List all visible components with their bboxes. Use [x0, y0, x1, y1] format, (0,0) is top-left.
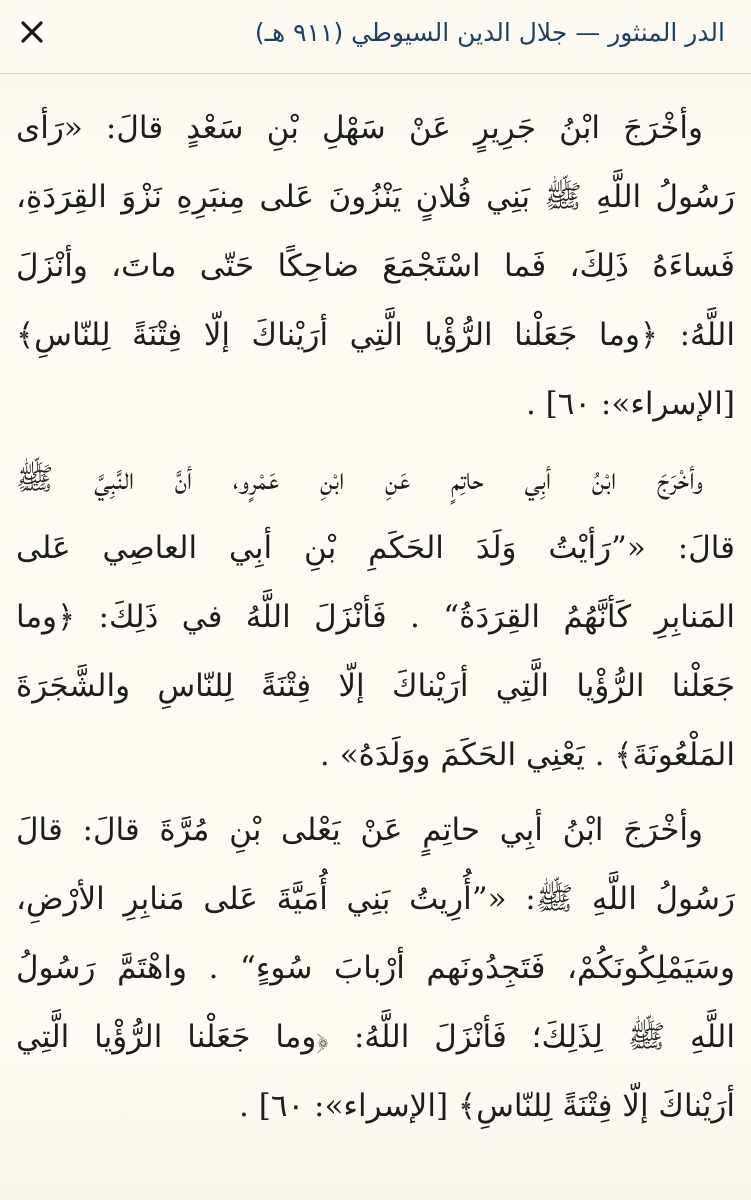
text-line: وأخْرَجَ ابْنُ جَرِيرٍ عَنْ سَهْلِ بْنِ سَعْدٍ قالَ: «رَأى — [16, 110, 703, 146]
text-line: وأخْرَجَ ابْنُ أبِي حاتِمٍ عَنِ ابْنِ عَمْرٍو، أنَّ النَّبِيَّ ﷺ — [16, 461, 703, 497]
text-line: رَسُولُ اللَّهِ ﷺ بَنِي فُلانٍ يَنْزُونَ عَلى مِنبَرِهِ نَزْوَ القِرَدَةِ، — [16, 179, 735, 215]
text-line: اللَّهِ ﷺ لِذَلِكَ؛ فَأنْزَلَ اللَّهُ: ﴿وما جَعَلْنا الرُّؤْيا الَّتِي — [16, 1019, 735, 1055]
text-line: اللَّهُ: ﴿وما جَعَلْنا الرُّؤْيا الَّتِي أرَيْناكَ إلّا فِتْنَةً لِلنّاسِ﴾ — [16, 317, 735, 353]
close-icon — [14, 14, 50, 50]
text-line: رَسُولُ اللَّهِ ﷺ: «”أُرِيتُ بَنِي أُمَيَّةَ عَلى مَنابِرِ الأرْضِ، — [16, 881, 735, 917]
text-line: قالَ: «”رَأيْتُ وَلَدَ الحَكَمِ بْنِ أبِي العاصِي عَلى — [16, 530, 735, 566]
close-button[interactable] — [14, 14, 50, 50]
paragraph-3 — [16, 796, 735, 1141]
header-bar — [0, 0, 751, 74]
text-line: [الإسراء»: ٦٠] . — [525, 386, 735, 422]
text-line: وأخْرَجَ ابْنُ أبِي حاتِمٍ عَنْ يَعْلى بْنِ مُرَّةَ قالَ: قالَ — [16, 812, 703, 848]
tafsir-text — [16, 94, 735, 1190]
text-line: جَعَلْنا الرُّؤْيا الَّتِي أرَيْناكَ إلّا فِتْنَةً لِلنّاسِ والشَّجَرَةَ — [16, 668, 735, 704]
text-line: وسَيَمْلِكُونَكُمْ، فَتَجِدُونَهم أرْبابَ سُوءٍ“ . واهْتَمَّ رَسُولُ — [16, 950, 735, 986]
paragraph-2 — [16, 445, 735, 790]
book-title: الدر المنثور — جلال الدين السيوطي (٩١١ هـ) — [254, 18, 725, 47]
text-line: أرَيْناكَ إلّا فِتْنَةً لِلنّاسِ﴾ [الإسراء»: ٦٠] . — [239, 1088, 735, 1124]
paragraph-1 — [16, 94, 735, 439]
text-line: المَلْعُونَةَ﴾ . يَعْنِي الحَكَمَ ووَلَدَهُ» . — [319, 737, 735, 773]
text-line: فَساءَهُ ذَلِكَ، فَما اسْتَجْمَعَ ضاحِكًا حَتّى ماتَ، وأنْزَلَ — [16, 248, 735, 284]
text-line: المَنابِرِ كَأنَّهُمُ القِرَدَةُ“ . فَأنْزَلَ اللَّهُ في ذَلِكَ: ﴿وما — [16, 599, 735, 635]
